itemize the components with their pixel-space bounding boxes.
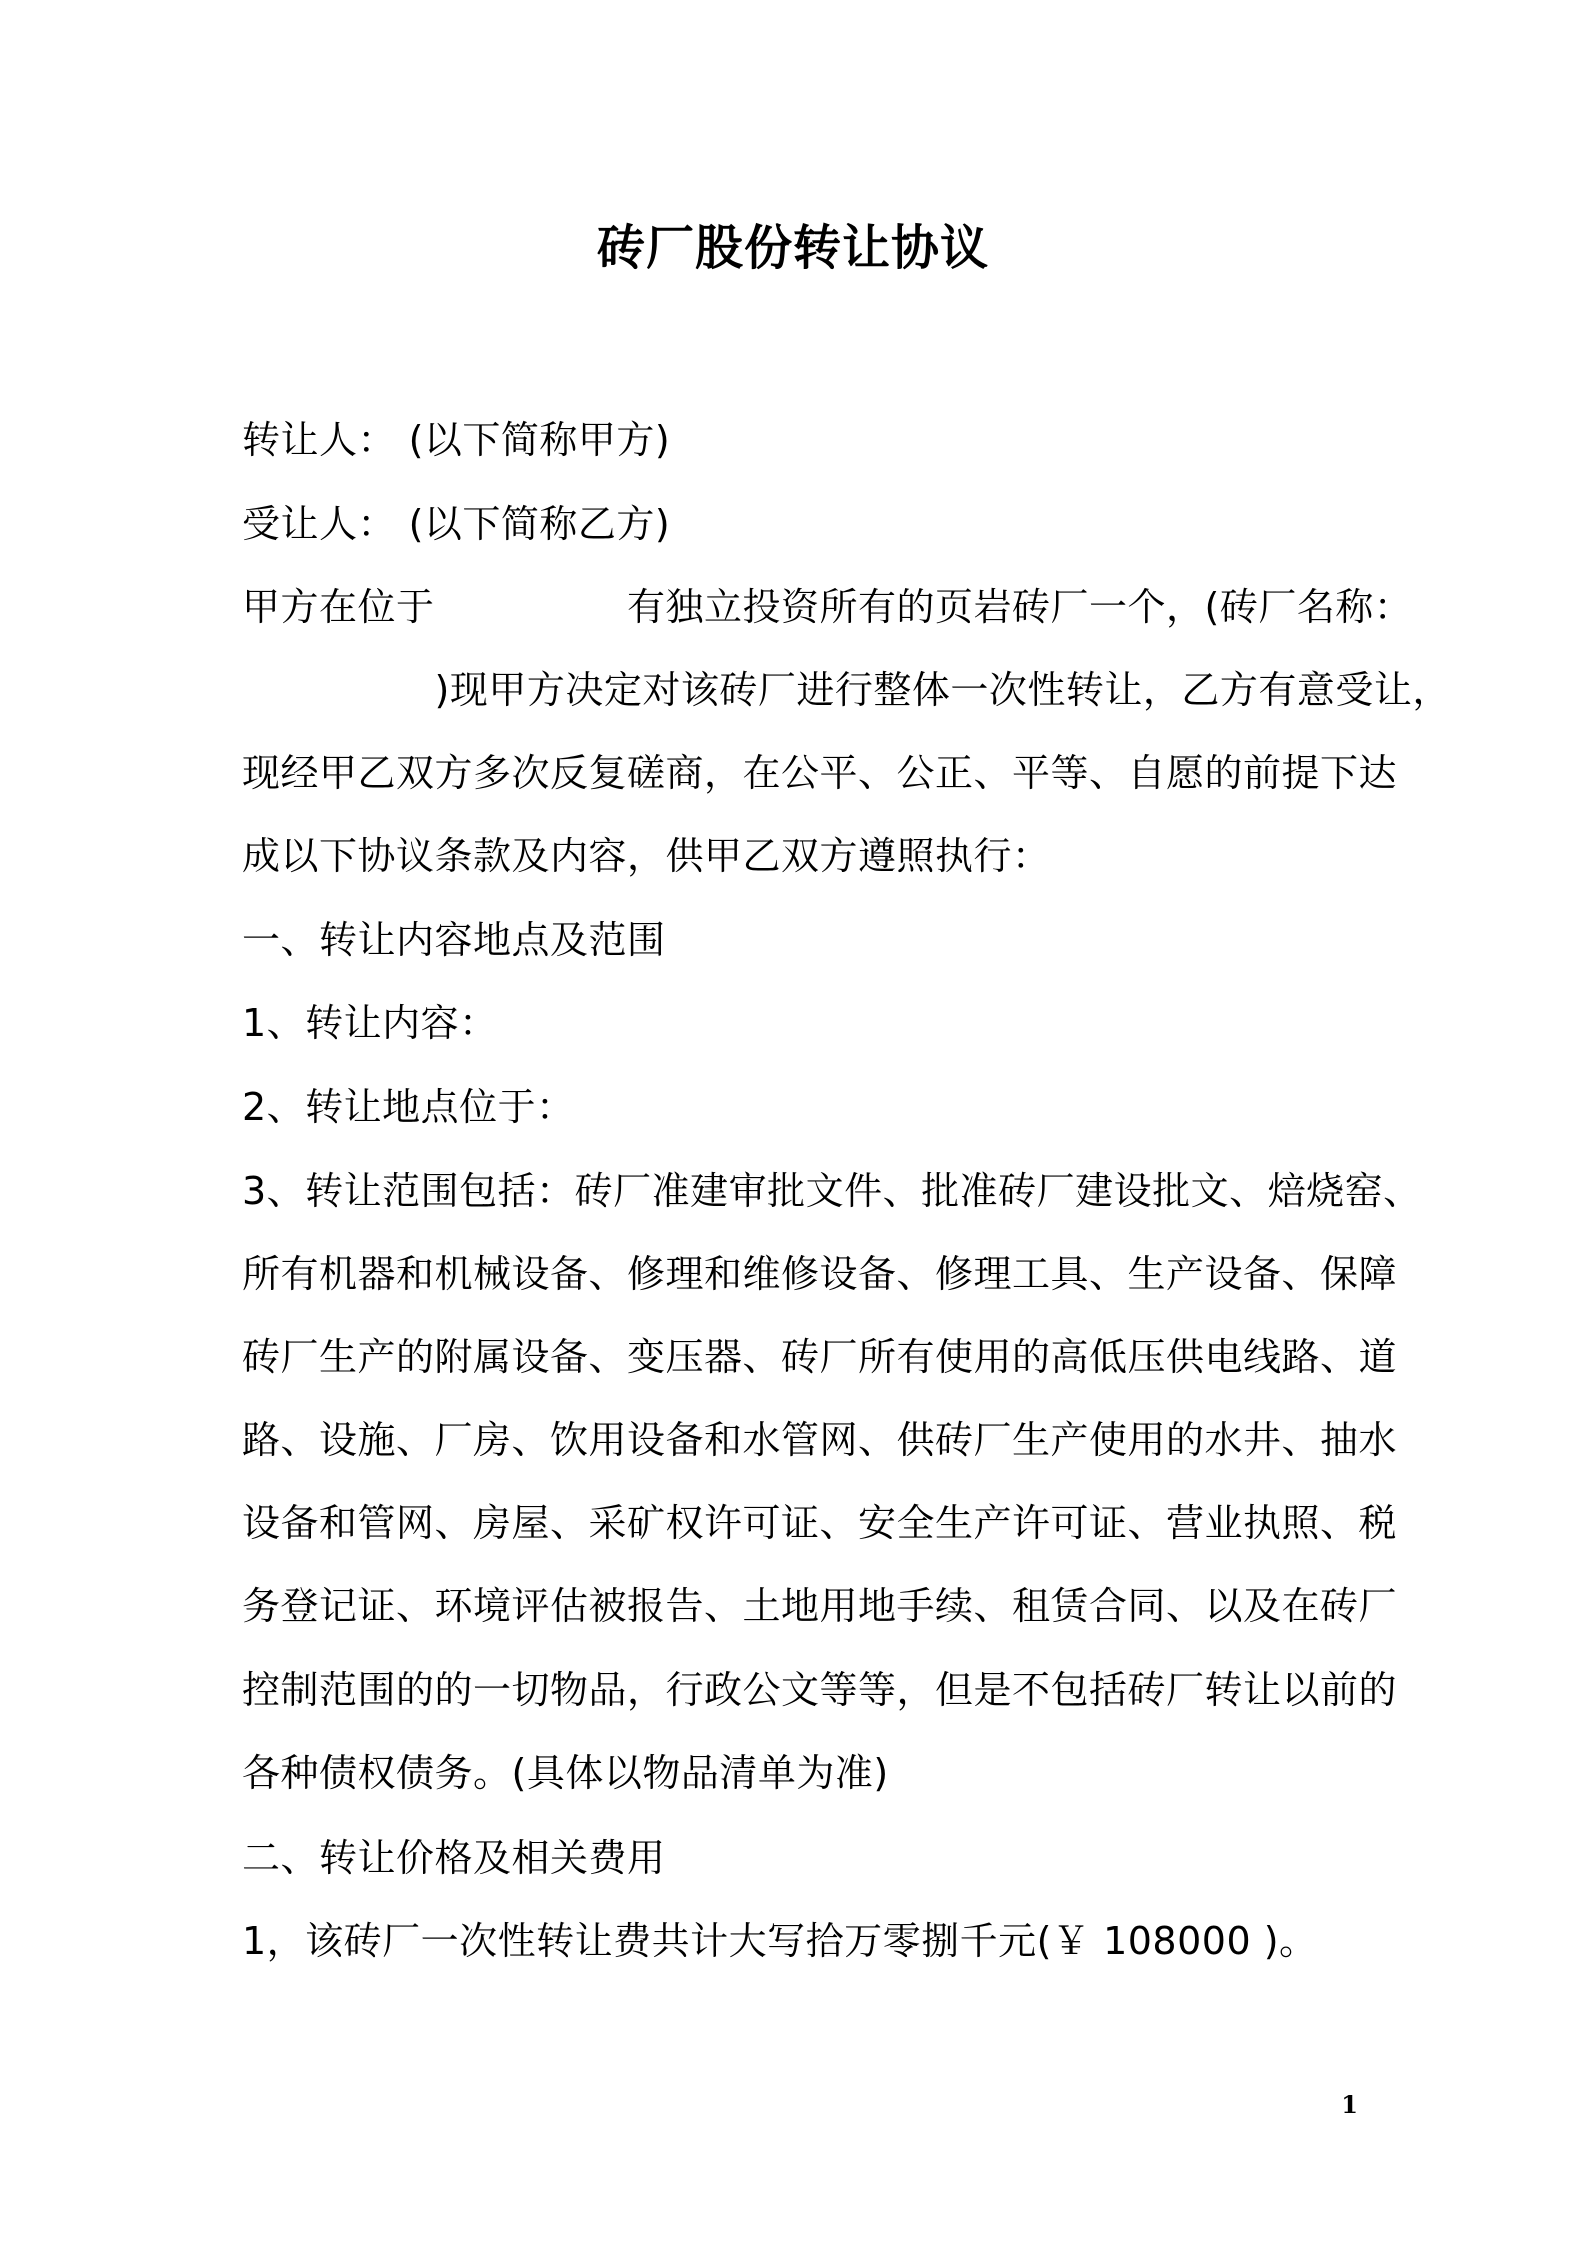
paragraph-line: )现甲方决定对该砖厂进行整体一次性转让，乙方有意受让，: [242, 668, 1451, 712]
clause-line: 设备和管网、房屋、采矿权许可证、安全生产许可证、营业执照、税: [242, 1501, 1398, 1545]
document-title: 砖厂股份转让协议: [596, 220, 989, 276]
clause-line: 1、转让内容：: [242, 1001, 498, 1045]
clause-line: 各种债权债务。(具体以物品清单为准): [242, 1751, 889, 1795]
paragraph-line: 甲方在位于 有独立投资所有的页岩砖厂一个，(砖厂名称：: [242, 585, 1413, 629]
clause-line: 2、转让地点位于：: [242, 1085, 575, 1129]
clause-line: 砖厂生产的附属设备、变压器、砖厂所有使用的高低压供电线路、道: [242, 1335, 1398, 1379]
paragraph-line: 成以下协议条款及内容，供甲乙双方遵照执行：: [242, 834, 1051, 878]
clause-line: 3、转让范围包括：砖厂准建审批文件、批准砖厂建设批文、焙烧窑、: [242, 1169, 1422, 1213]
clause-line: 务登记证、环境评估被报告、土地用地手续、租赁合同、以及在砖厂: [242, 1584, 1398, 1628]
transferee-line: 受让人： (以下简称乙方): [242, 502, 671, 546]
section-heading: 一、转让内容地点及范围: [242, 918, 666, 962]
clause-line: 路、设施、厂房、饮用设备和水管网、供砖厂生产使用的水井、抽水: [242, 1418, 1398, 1462]
page-number: 1: [1341, 2090, 1358, 2119]
price-clause-line: 1，该砖厂一次性转让费共计大写拾万零捌千元(￥ 108000 )。: [242, 1919, 1318, 1963]
section-heading: 二、转让价格及相关费用: [242, 1836, 666, 1880]
paragraph-line: 现经甲乙双方多次反复磋商，在公平、公正、平等、自愿的前提下达: [242, 751, 1398, 795]
clause-line: 所有机器和机械设备、修理和维修设备、修理工具、生产设备、保障: [242, 1252, 1398, 1296]
transferor-line: 转让人： (以下简称甲方): [242, 418, 671, 462]
clause-line: 控制范围的的一切物品，行政公文等等，但是不包括砖厂转让以前的: [242, 1668, 1398, 1712]
